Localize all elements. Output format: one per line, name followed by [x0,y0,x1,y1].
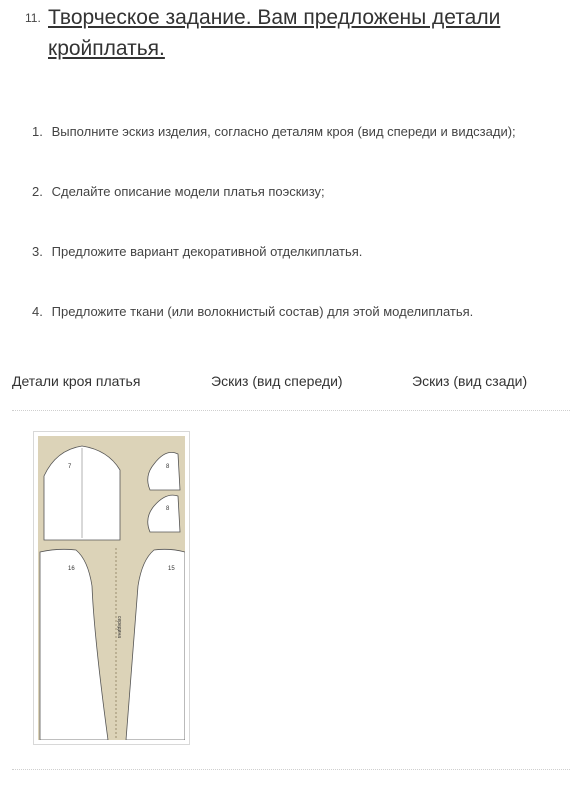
task-item [32,184,325,199]
back-label: 15 [168,566,175,572]
task-item [32,304,473,319]
task-item-text: Предложите ткани (или волокнистый состав) для этой моделиплатья. [51,304,474,319]
task-item-text: Сделайте описание модели платья поэскизу; [51,184,325,199]
task-item [32,124,516,139]
divider [12,410,570,411]
sleeve-label: 7 [68,464,72,470]
task-number: 11. [25,11,41,25]
front-label: 16 [68,566,75,572]
task-item-number: 3. [32,244,43,259]
task-item [32,244,362,259]
divider [12,769,570,770]
collar-label-bottom: 8 [166,506,170,512]
task-item-number: 2. [32,184,43,199]
column-pattern-pieces: Детали кроя платья [12,373,141,389]
dress-pattern-image[interactable] [33,431,190,745]
collar-label-top: 8 [166,464,170,470]
task-item-number: 1. [32,124,43,139]
column-sketch-front: Эскиз (вид спереди) [211,373,343,389]
task-item-number: 4. [32,304,43,319]
task-item-text: Предложите вариант декоративной отделкиплатья. [51,244,363,259]
fold-label: середина [116,616,122,638]
dress-pattern-drawing [38,436,185,740]
task-title[interactable]: Творческое задание. Вам предложены детали кройплатья. [48,6,501,60]
column-sketch-back: Эскиз (вид сзади) [412,373,528,389]
task-item-text: Выполните эскиз изделия, согласно деталям кроя (вид спереди и видсзади); [51,124,516,139]
